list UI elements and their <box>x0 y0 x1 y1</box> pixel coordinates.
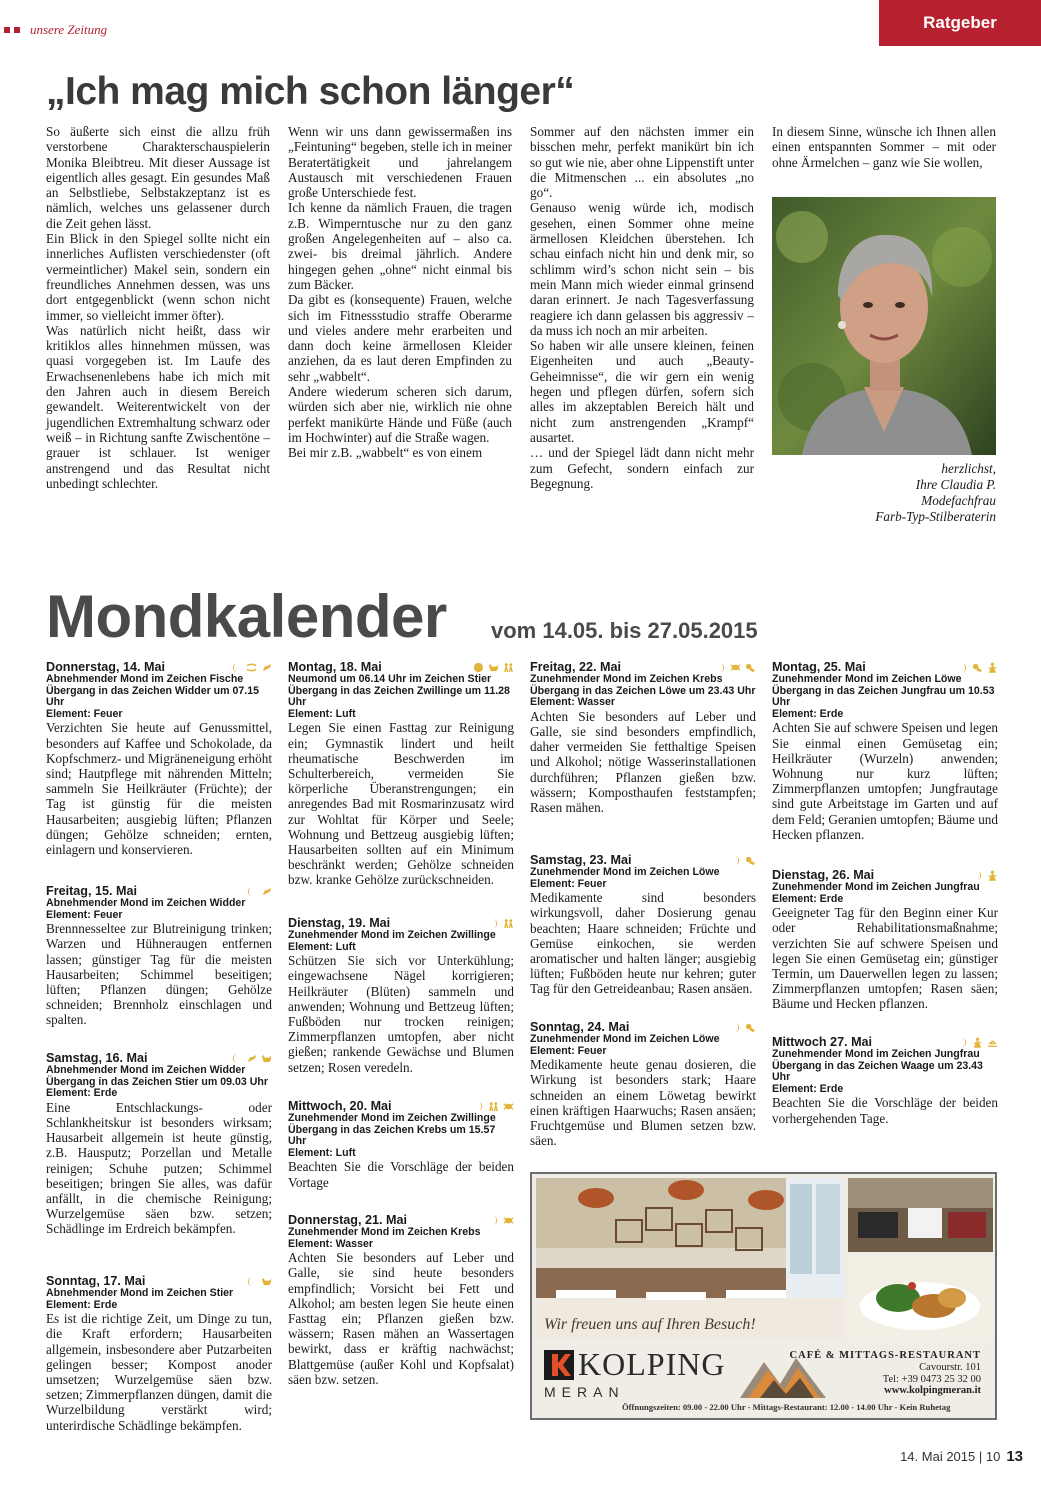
ad-logo-subtitle: MERAN <box>544 1384 625 1400</box>
ad-logo: KOLPING <box>578 1346 726 1382</box>
article-paragraph: Ein Blick in den Spiegel sollte nicht ein innerliches Auflisten verschiedenster (oft vermeintlicher) Makel sein, sondern ein freundliches Annehmen dessen, was uns dort entgegenblickt (wenn schon nicht immer, so vielleicht immer öfter). <box>46 231 270 323</box>
waxing-moon-icon <box>730 1022 741 1033</box>
moon-day-entry <box>288 1213 514 1387</box>
article-text <box>772 124 996 170</box>
day-icons <box>246 1276 272 1287</box>
day-moon-info: Zunehmender Mond im Zeichen Zwillinge <box>288 929 496 941</box>
article-text <box>530 124 754 491</box>
day-advice: Brennnesseltee zur Blutreinigung trinken; Warzen und Hühneraugen entfernen lassen; günstiger Tag für die meisten Hausarbeiten; Schimmel beseitigen; lüften; Pflanzen düngen; Gehölze schneiden; Brennholz einschlagen und spalten. <box>46 921 272 1028</box>
waxing-moon-icon <box>972 870 983 881</box>
day-icons <box>231 662 272 673</box>
article-paragraph: Ich kenne da nämlich Frauen, die tragen z.B. Wimperntusche nur zu den ganz großen Angelegenheiten auf – also ca. zwei- bis dreimal jährlich. Andere hingegen gehen „ohne“ nicht einmal bis zum Bäcker. <box>288 200 512 292</box>
article-column-4 <box>772 124 996 170</box>
day-moon-info: Element: Erde <box>772 707 844 720</box>
day-icons <box>957 662 998 673</box>
day-advice: Medikamente sind besonders wirkungsvoll, daher Dosierung genau beachten; Haare schneiden; Früchte und Gemüse einkochen, sie werden aromatischer und halten länger; ausgiebig lüften; Fußböden heute nur kehren; guter Tag für den Getreideanbau; Rasen ansäen. <box>530 890 756 997</box>
moon-day-entry <box>46 1274 272 1433</box>
page-footer <box>900 1448 1023 1465</box>
day-date: Montag, 18. Mai <box>288 660 382 674</box>
leo-icon <box>972 662 983 673</box>
day-moon-info: Element: Wasser <box>288 1237 373 1250</box>
virgo-icon <box>987 870 998 881</box>
day-moon-info: Zunehmender Mond im Zeichen Löwe <box>530 1033 720 1045</box>
day-icons <box>473 1101 514 1112</box>
day-icons <box>488 918 514 929</box>
day-advice: Es ist die richtige Zeit, um Dinge zu tun, die Kraft erfordern; Hausarbeiten allgemein, insbesondere aber Putzarbeiten gelingen besser; Kompost anoder umsetzen; Wurzelgemüse säen bzw. setzen; Zimmerpflanzen düngen, damit die Wurzelbildung verstärkt wird; unterirdische Schädlinge bekämpfen. <box>46 1311 272 1433</box>
waning-moon-icon <box>246 886 257 897</box>
leo-icon <box>745 855 756 866</box>
waxing-moon-icon <box>715 662 726 673</box>
waxing-moon-icon <box>473 1101 484 1112</box>
day-moon-info: Abnehmender Mond im Zeichen Fische <box>46 673 244 685</box>
moon-day-entry <box>530 1020 756 1148</box>
article-paragraph: Bei mir z.B. „wabbelt“ es von einem <box>288 445 483 461</box>
day-moon-info: Übergang in das Zeichen Stier um 09.03 Uhr <box>46 1075 268 1088</box>
moon-day-entry <box>288 660 514 888</box>
day-advice: Schützen Sie sich vor Unterkühlung; eingewachsene Nägel korrigieren; Heilkräuter (Blüten) sammeln und anwenden; Wohnung und Bettzeug lüften; Fußböden nur trocken reinigen; Zimmerpflanzen umtopfen, aber nicht gießen; rankende Gewächse und Blumen setzen; Rosen veredeln. <box>288 953 514 1075</box>
day-date: Donnerstag, 14. Mai <box>46 660 165 674</box>
ad-website-link[interactable]: www.kolpingmeran.it <box>884 1385 981 1397</box>
day-advice: Geeigneter Tag für den Beginn einer Kur oder Rehabilitationsmaßnahme; verzichten Sie auf schwere Speisen und legen Sie einen Gemüsetag ein; günstiger Termin, um Dauerwellen legen zu lassen; Zimmerpflanzen umtopfen; Rasen säen; Bäume und Hecken pflanzen. <box>772 905 998 1012</box>
article-text <box>46 124 270 491</box>
article-paragraph: … und der Spiegel lädt dann nicht mehr zum Gefecht, sondern einfach zur Begegnung. <box>530 445 754 491</box>
day-icons <box>488 1215 514 1226</box>
day-moon-info: Übergang in das Zeichen Löwe um 23.43 Uhr <box>530 684 756 697</box>
day-moon-info: Übergang in das Zeichen Jungfrau um 10.53 Uhr <box>772 684 995 709</box>
day-moon-info: Zunehmender Mond im Zeichen Löwe <box>772 673 962 685</box>
day-moon-info: Zunehmender Mond im Zeichen Löwe <box>530 866 720 878</box>
taurus-icon <box>261 1276 272 1287</box>
signature-line: herzlichst, <box>941 461 996 476</box>
signature-line: Farb-Typ-Stilberaterin <box>875 509 996 524</box>
day-date: Dienstag, 19. Mai <box>288 916 391 930</box>
article-paragraph: Wenn wir uns dann gewissermaßen ins „Feintuning“ begeben, stelle ich in meiner Beratertätigkeit und jahrelangem Austausch mit verschiedenen Frauen große Unterschiede fest. <box>288 124 512 201</box>
day-advice: Achten Sie besonders auf Leber und Galle, sie sind besonders empfindlich, daher vermeiden Sie fetthaltige Speisen und Alkohol; nötige Wasserinstallationen durchführen; Pflanzen gießen bzw. wässern; Komposthaufen feststampfen; Rasen mähen. <box>530 708 756 815</box>
section-tab: Ratgeber <box>879 0 1041 46</box>
moon-day-entry <box>772 1035 998 1126</box>
brand <box>4 22 107 38</box>
day-advice: Achten Sie besonders auf Leber und Galle, sie sind heute besonders empfindlich; Vorsicht bei Fett und Alkohol; am besten legen Sie heute einen Fasttag ein; Pflanzen gießen bzw. wässern; Rasen mähen an Wassertagen bewirkt, dass er kräftig nachwächst; Blattgemüse (außer Kohl und Kopfsalat) säen bzw. setzen. <box>288 1250 514 1387</box>
day-date: Samstag, 16. Mai <box>46 1051 148 1065</box>
article-paragraph: Sommer auf den nächsten immer ein bisschen mehr, perfekt manikürt bin ich so gut wie nie, aber ohne Lippenstift unter die Mitmenschen ... ein absolutes „no go“. <box>530 124 754 201</box>
day-moon-info: Neumond um 06.14 Uhr im Zeichen Stier <box>288 673 492 685</box>
day-moon-info: Element: Luft <box>288 940 356 953</box>
day-moon-info: Abnehmender Mond im Zeichen Stier <box>46 1287 234 1299</box>
signature-line: Modefachfrau <box>921 493 996 508</box>
ad-address: Cavourstr. 101 <box>919 1361 981 1373</box>
article-paragraph: So äußerte sich einst die allzu früh verstorbene Charakterschauspielerin Monika Bleibtreu. Mit dieser Aussage ist eigentlich alles gesagt. Ein gesundes Maß an Selbstliebe, Selbstakzeptanz ist es nämlich, welches uns gelassener durch die Zeit gehen lässt. <box>46 124 270 231</box>
moon-day-entry <box>772 660 998 842</box>
day-moon-info: Element: Feuer <box>46 908 123 921</box>
restaurant-terrace-image <box>848 1178 993 1252</box>
day-advice: Verzichten Sie heute auf Genussmittel, besonders auf Kaffee und Schokolade, da Kopfschmerz- und Migräneneigung erhöht sind; Hautpflege mit nährenden Mitteln; sammeln Sie Heilkräuter (Früchte); der Tag ist günstig für die meisten Hausarbeiten; ausgiebig lüften; Pflanzen düngen; Gehölze schneiden; ernten, einlagern und konservieren. <box>46 720 272 857</box>
day-moon-info: Element: Erde <box>46 1298 118 1311</box>
ad-restaurant-title: CAFÉ & MITTAGS-RESTAURANT <box>789 1350 981 1361</box>
article-column-1 <box>46 124 270 491</box>
gemini-icon <box>488 1101 499 1112</box>
article-headline: „Ich mag mich schon länger“ <box>46 70 575 113</box>
cancer-icon <box>730 662 741 673</box>
day-moon-info: Zunehmender Mond im Zeichen Jungfrau <box>772 1048 980 1060</box>
waning-moon-icon <box>231 662 242 673</box>
waxing-moon-icon <box>957 1037 968 1048</box>
waxing-moon-icon <box>488 918 499 929</box>
day-moon-info: Element: Feuer <box>46 707 123 720</box>
brand-square-icon <box>4 27 10 33</box>
moon-day-entry <box>772 868 998 1012</box>
day-date: Freitag, 15. Mai <box>46 884 137 898</box>
new-moon-icon <box>473 662 484 673</box>
day-moon-info: Abnehmender Mond im Zeichen Widder <box>46 1064 246 1076</box>
waxing-moon-icon <box>957 662 968 673</box>
ad-slogan: Wir freuen uns auf Ihren Besuch! <box>544 1316 756 1333</box>
moon-day-entry <box>288 916 514 1075</box>
waxing-moon-icon <box>488 1215 499 1226</box>
brand-square-icon <box>14 27 20 33</box>
moon-day-entry <box>46 660 272 857</box>
waning-moon-icon <box>246 1276 257 1287</box>
day-date: Donnerstag, 21. Mai <box>288 1213 407 1227</box>
day-moon-info: Zunehmender Mond im Zeichen Zwillinge <box>288 1112 496 1124</box>
day-moon-info: Übergang in das Zeichen Zwillinge um 11.28 Uhr <box>288 684 510 709</box>
day-advice: Beachten Sie die Vorschläge der beiden Vortage <box>288 1159 514 1190</box>
day-advice: Legen Sie einen Fasttag zur Reinigung ein; Gymnastik lindert und heilt rheumatische Beschwerden im Schulterbereich, vermeiden Sie körperliche Überanstrengungen; ein anregendes Bad mit Rosmarinzusatz wird zur Wohltat für Körper und Seele; Wohnung und Bettzeug ausgiebig lüften; Hausarbeiten sollten auf ein Minimum beschränkt werden; Gehölze schneiden bzw. kranke Gehölze zurückschneiden. <box>288 720 514 888</box>
moon-day-entry <box>530 660 756 815</box>
mondkalender-title: Mondkalender <box>46 583 447 650</box>
waxing-moon-icon <box>730 855 741 866</box>
day-date: Samstag, 23. Mai <box>530 853 632 867</box>
gemini-icon <box>503 918 514 929</box>
libra-icon <box>987 1037 998 1048</box>
gemini-icon <box>503 662 514 673</box>
article-column-2 <box>288 124 512 461</box>
aries-icon <box>261 662 272 673</box>
day-icons <box>246 886 272 897</box>
ad-opening-hours: Öffnungszeiten: 09.00 - 22.00 Uhr - Mittags-Restaurant: 12.00 - 14.00 Uhr - Kein Ruhetag <box>622 1402 951 1412</box>
moon-day-entry <box>46 884 272 1028</box>
page-number: 13 <box>1006 1448 1023 1465</box>
article-paragraph: In diesem Sinne, wünsche ich Ihnen allen einen entspannten Sommer – mit oder ohne Ärmelchen – ganz wie Sie wollen, <box>772 124 996 170</box>
day-date: Sonntag, 17. Mai <box>46 1274 146 1288</box>
day-moon-info: Element: Erde <box>46 1087 118 1100</box>
article-paragraph: Genauso wenig würde ich, modisch gesehen, einen Sommer ohne meine ärmellosen Kleidchen überstehen. Ich schau einfach nicht hin und denk mir, so schlimm wird’s schon nicht sein – bis mein Mann mich wieder einmal grinsend daran erinnert. Je nach Tagesverfassung reagiere ich dann gelassen bis aggressiv – da muss ich noch an mir arbeiten. <box>530 200 754 338</box>
day-advice: Eine Entschlackungs- oder Schlankheitskur ist besonders wirksam; Hausarbeit allgemein ist heute günstig, z.B. Hausputz; Porzellan und Metalle reinigen; Schuhe putzen; Schimmel beseitigen; bringen Sie alles, was dafür anfällt, in die chemische Reinigung; Wurzelgemüse säen bzw. setzen; Schädlinge im Erdreich bekämpfen. <box>46 1099 272 1237</box>
day-moon-info: Element: Feuer <box>530 1044 607 1057</box>
article-paragraph: So haben wir alle unsere kleinen, feinen Eigenheiten und auch „Beauty-Geheimnisse“, die wir gern ein wenig hegen und pflegen dürfen, sofern sich alles im akzeptablen Bereich hält und nicht zum anstrengenden „Krampf“ ausartet. <box>530 338 754 445</box>
day-moon-info: Element: Luft <box>288 1146 356 1159</box>
day-moon-info: Abnehmender Mond im Zeichen Widder <box>46 897 246 909</box>
day-date: Sonntag, 24. Mai <box>530 1020 630 1034</box>
day-moon-info: Element: Erde <box>772 892 844 905</box>
kolping-logo-icon <box>544 1350 574 1380</box>
day-icons <box>730 1022 756 1033</box>
moon-day-entry <box>530 853 756 997</box>
day-moon-info: Übergang in das Zeichen Krebs um 15.57 Uhr <box>288 1123 496 1148</box>
cancer-icon <box>503 1215 514 1226</box>
day-advice: Achten Sie auf schwere Speisen und legen Sie einmal einen Gemüsetag ein; Heilkräuter (Wurzeln) anwenden; Wohnung nur kurz lüften; Zimmerpflanzen umtopfen; Jungfrautage sind gute Arbeitstage im Garten und auf dem Feld; Geranien umtopfen; Bäume und Hecken pflanzen. <box>772 720 998 842</box>
cancer-icon <box>503 1101 514 1112</box>
article-text <box>288 124 512 461</box>
pisces-icon <box>246 662 257 673</box>
article-column-3 <box>530 124 754 491</box>
waning-moon-icon <box>231 1053 242 1064</box>
day-moon-info: Zunehmender Mond im Zeichen Krebs <box>288 1226 481 1238</box>
virgo-icon <box>972 1037 983 1048</box>
day-moon-info: Element: Feuer <box>530 877 607 890</box>
brand-name: unsere Zeitung <box>30 22 108 37</box>
kolping-advertisement[interactable] <box>530 1172 997 1420</box>
restaurant-interior-image <box>536 1178 844 1338</box>
day-moon-info: Übergang in das Zeichen Waage um 23.43 Uhr <box>772 1059 983 1084</box>
virgo-icon <box>987 662 998 673</box>
day-date: Dienstag, 26. Mai <box>772 868 875 882</box>
aries-icon <box>261 886 272 897</box>
day-moon-info: Element: Luft <box>288 707 356 720</box>
day-icons <box>972 870 998 881</box>
ad-phone: Tel: +39 0473 25 32 00 <box>882 1373 981 1385</box>
signature <box>772 461 996 525</box>
day-icons <box>730 855 756 866</box>
leo-icon <box>745 1022 756 1033</box>
day-moon-info: Zunehmender Mond im Zeichen Jungfrau <box>772 881 980 893</box>
day-moon-info: Übergang in das Zeichen Widder um 07.15 Uhr <box>46 684 260 709</box>
taurus-icon <box>261 1053 272 1064</box>
day-icons <box>473 662 514 673</box>
day-icons <box>715 662 756 673</box>
day-icons <box>957 1037 998 1048</box>
author-portrait <box>772 197 996 455</box>
article-paragraph: Da gibt es (konsequente) Frauen, welche sich im Fitnessstudio straffe Oberarme und vieles andere mehr erarbeiten und dann doch keine ärmellosen Kleider anziehen, da es laut deren Empfinden zu sehr „wabbelt“. <box>288 292 512 384</box>
ad-contact <box>790 1350 981 1397</box>
food-dish-image <box>848 1256 993 1338</box>
article-paragraph: Was natürlich nicht heißt, dass wir kritiklos alles hinnehmen müssen, was quasi vorgegeben ist. Im Laufe des Erwachsenenlebens habe ich mich mit den Jahren auch in diesem Bereich gewandelt. Weiterentwickelt von der jugendlichen Extremhaltung schwarz oder weiß – in Richtung sanfte Zwischentöne – grauer ist schlauer. Ist weniger anstrengend und das Resultat nicht unbedingt schlechter. <box>46 322 270 491</box>
day-date: Montag, 25. Mai <box>772 660 866 674</box>
moon-day-entry <box>46 1051 272 1237</box>
day-date: Mittwoch 27. Mai <box>772 1035 873 1049</box>
day-date: Freitag, 22. Mai <box>530 660 621 674</box>
aries-icon <box>246 1053 257 1064</box>
mondkalender-subtitle: vom 14.05. bis 27.05.2015 <box>491 618 758 643</box>
moon-day-entry <box>288 1099 514 1190</box>
taurus-icon <box>488 662 499 673</box>
day-icons <box>231 1053 272 1064</box>
day-advice: Beachten Sie die Vorschläge der beiden vorhergehenden Tage. <box>772 1095 998 1126</box>
issue-date: 14. Mai 2015 | 10 <box>900 1449 1001 1464</box>
day-moon-info: Zunehmender Mond im Zeichen Krebs <box>530 673 723 685</box>
day-moon-info: Element: Wasser <box>530 696 615 709</box>
day-moon-info: Element: Erde <box>772 1082 844 1095</box>
day-date: Mittwoch, 20. Mai <box>288 1099 392 1113</box>
signature-line: Ihre Claudia P. <box>915 477 996 492</box>
day-advice: Medikamente heute genau dosieren, die Wirkung ist besonders stark; Haare schneiden an einem Löwetag bewirkt einen kräftigen Haarwuchs; Rasen ansäen; Fruchtgemüse und Blumen setzen bzw. säen. <box>530 1057 756 1149</box>
article-paragraph: Andere wiederum scheren sich darum, würden sich aber nie, wirklich nie ohne perfekt manikürte Hände und Füße (auch im Hochwinter) auf die Straße wagen. <box>288 384 512 445</box>
leo-icon <box>745 662 756 673</box>
